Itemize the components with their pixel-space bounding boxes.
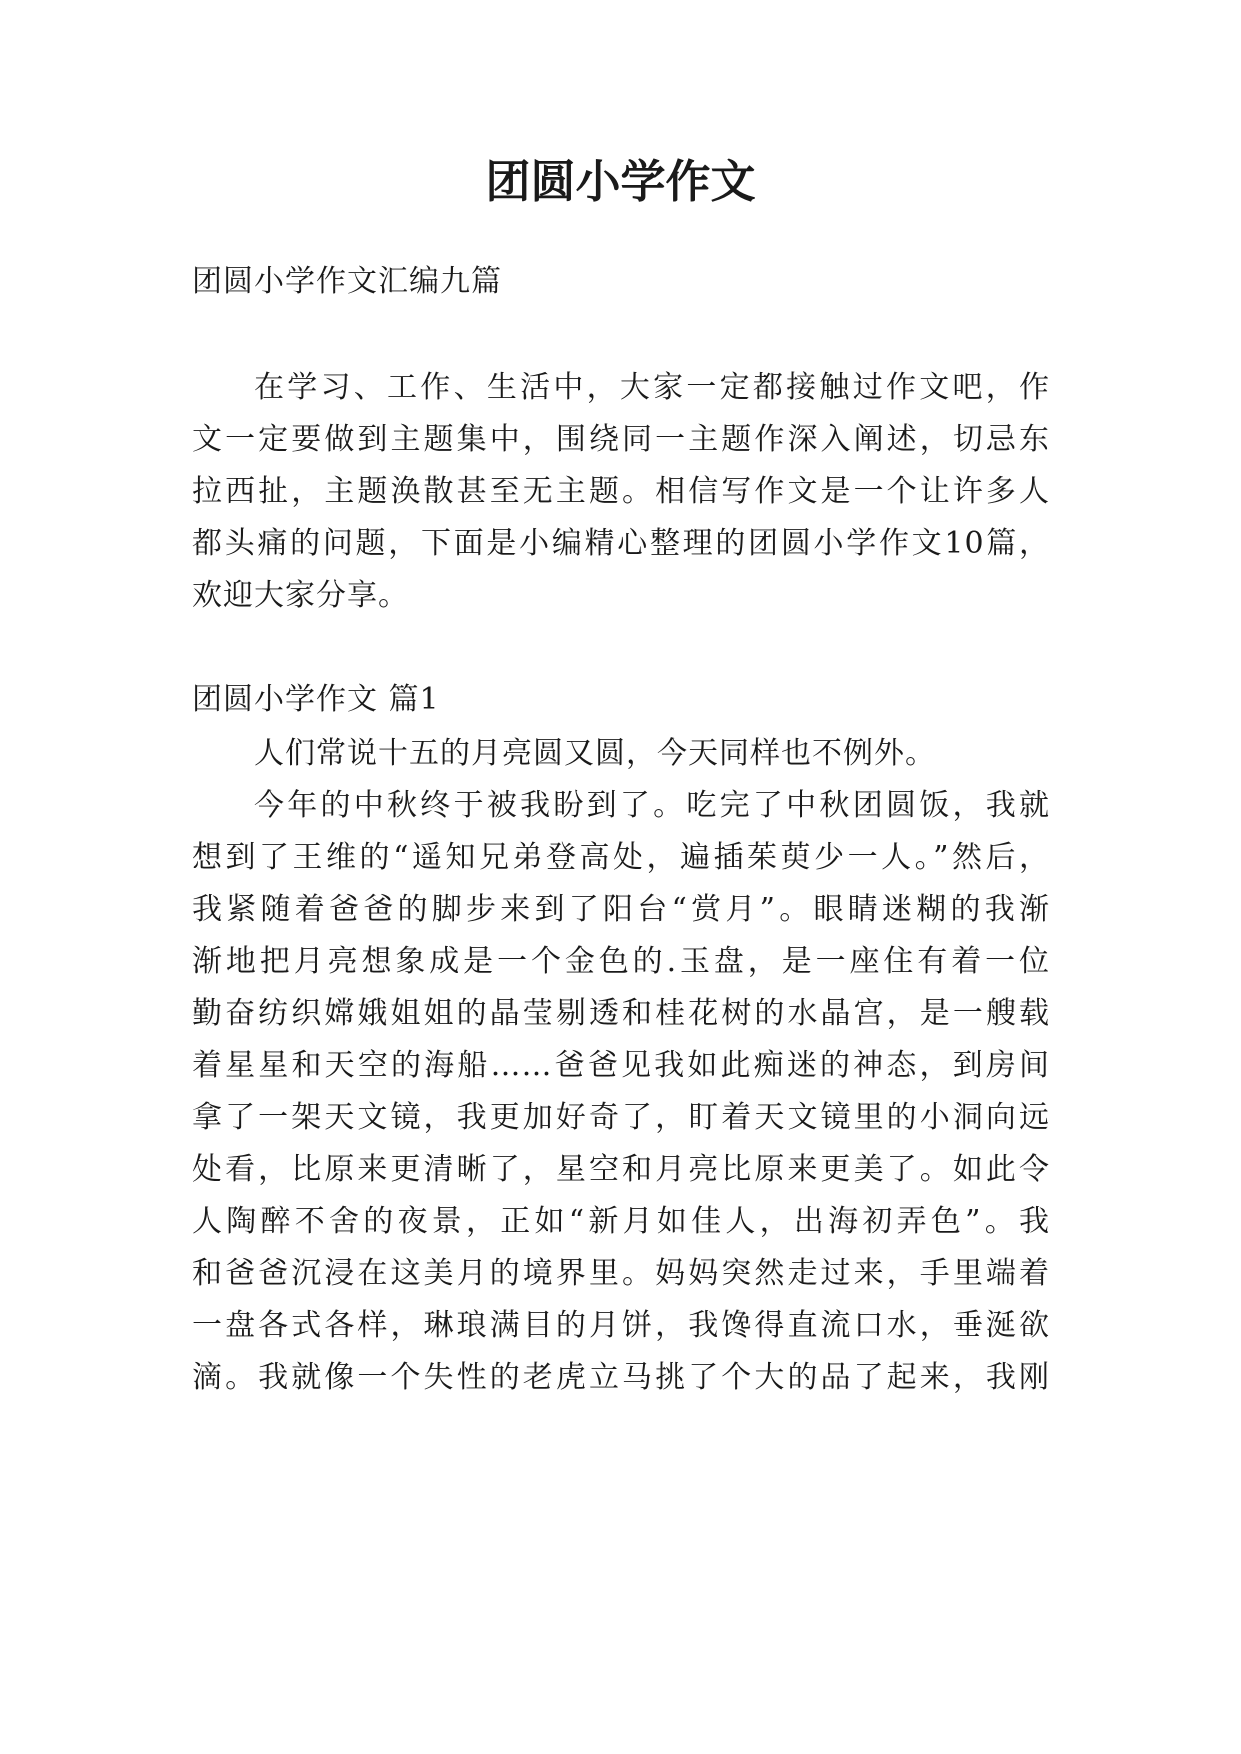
document-title: 团圆小学作文 (485, 155, 756, 208)
paragraph-line: 拿了一架天文镜，我更加好奇了，盯着天文镜里的小洞向远 (192, 1100, 1050, 1135)
paragraph-line: 人陶醉不舍的夜景，正如“新月如佳人，出海初弄色”。我 (192, 1204, 1050, 1239)
intro-line: 文一定要做到主题集中，围绕同一主题作深入阐述，切忌东 (192, 422, 1050, 457)
paragraph-line: 滴。我就像一个失性的老虎立马挑了个大的品了起来，我刚 (192, 1360, 1050, 1395)
paragraph-line: 着星星和天空的海船……爸爸见我如此痴迷的神态，到房间 (192, 1048, 1050, 1083)
paragraph-line: 想到了王维的“遥知兄弟登高处，遍插茱萸少一人。”然后， (192, 840, 1050, 875)
paragraph-line: 渐地把月亮想象成是一个金色的.玉盘，是一座住有着一位 (192, 944, 1050, 979)
intro-line: 都头痛的问题，下面是小编精心整理的团圆小学作文10篇， (192, 526, 1050, 561)
intro-line: 在学习、工作、生活中，大家一定都接触过作文吧，作 (254, 370, 1050, 405)
paragraph-line: 人们常说十五的月亮圆又圆，今天同样也不例外。 (254, 736, 936, 771)
intro-line: 欢迎大家分享。 (192, 578, 409, 613)
intro-line: 拉西扯，主题涣散甚至无主题。相信写作文是一个让许多人 (192, 474, 1050, 509)
paragraph-line: 今年的中秋终于被我盼到了。吃完了中秋团圆饭，我就 (254, 788, 1050, 823)
paragraph-line: 我紧随着爸爸的脚步来到了阳台“赏月”。眼睛迷糊的我渐 (192, 892, 1050, 927)
paragraph-line: 处看，比原来更清晰了，星空和月亮比原来更美了。如此令 (192, 1152, 1050, 1187)
paragraph-line: 一盘各式各样，琳琅满目的月饼，我馋得直流口水，垂涎欲 (192, 1308, 1050, 1343)
paragraph-line: 勤奋纺织嫦娥姐姐的晶莹剔透和桂花树的水晶宫，是一艘载 (192, 996, 1050, 1031)
document-subtitle: 团圆小学作文汇编九篇 (192, 264, 502, 299)
section-heading: 团圆小学作文 篇1 (192, 682, 440, 717)
paragraph-line: 和爸爸沉浸在这美月的境界里。妈妈突然走过来，手里端着 (192, 1256, 1050, 1291)
